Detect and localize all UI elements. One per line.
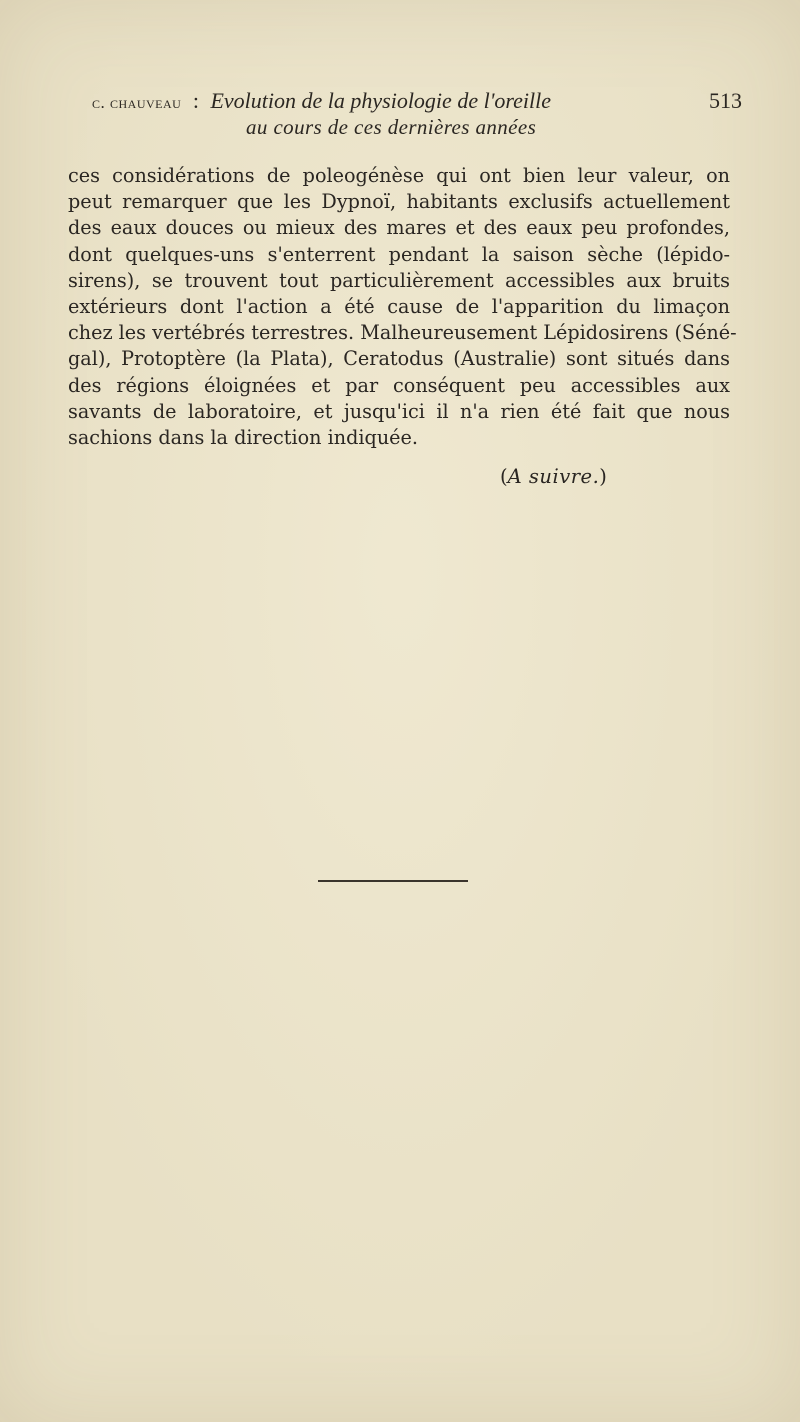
text-line: extérieurs dont l'action a été cause de l'apparition du limaçon [68, 295, 730, 319]
paren-close: ) [599, 465, 607, 488]
header-separator: : [192, 88, 199, 113]
article-title-continued: au cours de ces dernières années [246, 115, 537, 139]
to-be-continued-note [500, 465, 607, 488]
to-be-continued-text: A suivre. [507, 465, 600, 488]
text-line: peut remarquer que les Dypnoï, habitants exclusifs actuellement [68, 190, 730, 214]
text-line: ces considérations de poleogénèse qui ont bien leur valeur, on [68, 164, 730, 187]
text-line: sirens), se trouvent tout particulièrement accessibles aux bruits [68, 268, 730, 292]
paren-open: ( [500, 465, 508, 488]
body-paragraph [68, 163, 737, 451]
text-line: dont quelques-uns s'enterrent pendant la saison sèche (lépido- [68, 242, 730, 266]
text-line: savants de laboratoire, et jusqu'ici il n'a rien été fait que nous [68, 399, 730, 423]
text-line: gal), Protoptère (la Plata), Ceratodus (Australie) sont situés dans [68, 347, 730, 371]
author-name: c. chauveau [92, 93, 182, 112]
text-line: chez les vertébrés terrestres. Malheureusement Lépidosirens (Séné- [68, 321, 737, 345]
text-line: des régions éloignées et par conséquent peu accessibles aux [68, 373, 730, 397]
running-head-line-1 [92, 88, 742, 114]
section-rule [318, 880, 468, 882]
article-title: Evolution de la physiologie de l'oreille [210, 88, 552, 113]
running-head [92, 88, 742, 140]
page-number: 513 [709, 88, 742, 113]
text-line: sachions dans la direction indiquée. [68, 426, 418, 450]
text-line: des eaux douces ou mieux des mares et des eaux peu profondes, [68, 216, 730, 240]
